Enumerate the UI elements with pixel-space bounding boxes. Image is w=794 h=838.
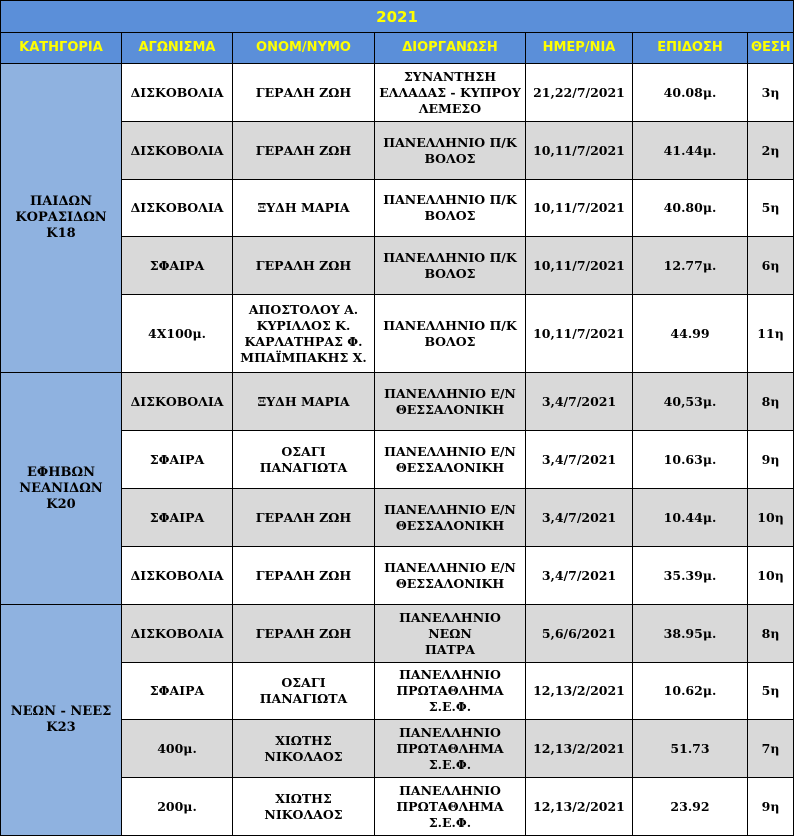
year-title: 2021: [1, 1, 794, 33]
place-cell: 7η: [748, 720, 794, 778]
name-cell-line: ΞΥΔΗ ΜΑΡΙΑ: [257, 393, 350, 409]
name-cell-line: ΟΣΑΓΙ ΠΑΝΑΓΙΩΤΑ: [259, 675, 348, 706]
date-cell: 21,22/7/2021: [526, 64, 633, 122]
meet-cell-line: ΠΑΝΕΛΛΗΝΙΟ: [399, 724, 501, 740]
name-cell: [233, 778, 375, 836]
place-cell: 11η: [748, 295, 794, 373]
name-cell: [233, 295, 375, 373]
date-cell: 10,11/7/2021: [526, 295, 633, 373]
category-cell: [1, 64, 122, 373]
result-cell: 35.39μ.: [633, 547, 748, 605]
meet-cell-line: ΠΡΩΤΑΘΛΗΜΑ Σ.Ε.Φ.: [396, 798, 504, 830]
name-cell-line: ΓΕΡΑΛΗ ΖΩΗ: [255, 567, 352, 583]
event-cell: ΔΙΣΚΟΒΟΛΙΑ: [122, 180, 233, 237]
name-cell-line: ΚΑΡΛΑΤΗΡΑΣ Φ.: [244, 333, 363, 349]
name-cell-line: ΑΠΟΣΤΟΛΟΥ Α.: [248, 301, 359, 317]
meet-cell-line: ΠΑΝΕΛΛΗΝΙΟ Π/Κ: [383, 317, 517, 333]
event-cell: 400μ.: [122, 720, 233, 778]
result-cell: 23.92: [633, 778, 748, 836]
date-cell: 5,6/6/2021: [526, 605, 633, 663]
header-result: ΕΠΙΔΟΣΗ: [633, 33, 748, 64]
category-cell-line: Κ20: [46, 496, 76, 512]
meet-cell-line: ΠΡΩΤΑΘΛΗΜΑ Σ.Ε.Φ.: [396, 740, 504, 772]
meet-cell: [375, 237, 526, 295]
result-cell: 51.73: [633, 720, 748, 778]
name-cell: [233, 547, 375, 605]
name-cell: [233, 64, 375, 122]
place-cell: 9η: [748, 431, 794, 489]
meet-cell-line: ΠΑΝΕΛΛΗΝΙΟ: [399, 667, 501, 682]
meet-cell-line: ΠΑΝΕΛΛΗΝΙΟ Π/Κ: [383, 134, 517, 150]
meet-cell-line: ΠΑΝΕΛΛΗΝΙΟ Π/Κ: [383, 192, 517, 207]
year-title-row: [1, 1, 794, 33]
meet-cell-line: ΒΟΛΟΣ: [424, 208, 476, 223]
place-cell: 5η: [748, 180, 794, 237]
name-cell-line: ΚΥΡΙΛΛΟΣ Κ.: [256, 317, 351, 333]
name-cell-line: ΓΕΡΑΛΗ ΖΩΗ: [255, 142, 352, 158]
meet-cell-line: ΛΕΜΕΣΟ: [418, 100, 482, 116]
result-cell: 12.77μ.: [633, 237, 748, 295]
result-cell: 10.44μ.: [633, 489, 748, 547]
category-cell-line: ΝΕΩΝ - ΝΕΕΣ: [10, 704, 112, 719]
meet-cell-line: ΠΑΝΕΛΛΗΝΙΟ Ε/Ν: [384, 385, 516, 401]
meet-cell: [375, 489, 526, 547]
place-cell: 3η: [748, 64, 794, 122]
place-cell: 10η: [748, 489, 794, 547]
name-cell-line: ΟΣΑΓΙ ΠΑΝΑΓΙΩΤΑ: [259, 443, 348, 475]
event-cell: ΔΙΣΚΟΒΟΛΙΑ: [122, 64, 233, 122]
meet-cell-line: ΘΕΣΣΑΛΟΝΙΚΗ: [395, 459, 505, 475]
place-cell: 8η: [748, 373, 794, 431]
result-cell: 10.63μ.: [633, 431, 748, 489]
meet-cell: [375, 547, 526, 605]
header-category: ΚΑΤΗΓΟΡΙΑ: [1, 33, 122, 64]
name-cell: [233, 605, 375, 663]
meet-cell: [375, 295, 526, 373]
meet-cell-line: ΠΡΩΤΑΘΛΗΜΑ Σ.Ε.Φ.: [396, 683, 504, 714]
name-cell: [233, 180, 375, 237]
name-cell-line: ΧΙΩΤΗΣ ΝΙΚΟΛΑΟΣ: [264, 790, 343, 822]
meet-cell: [375, 373, 526, 431]
result-cell: 40.08μ.: [633, 64, 748, 122]
date-cell: 3,4/7/2021: [526, 373, 633, 431]
table-row: [1, 64, 794, 122]
date-cell: 12,13/2/2021: [526, 778, 633, 836]
date-cell: 12,13/2/2021: [526, 663, 633, 720]
place-cell: 5η: [748, 663, 794, 720]
name-cell: [233, 489, 375, 547]
meet-cell-line: ΣΥΝΑΝΤΗΣΗ: [403, 68, 497, 84]
category-cell-line: Κ23: [46, 720, 76, 735]
meet-cell-line: ΠΑΝΕΛΛΗΝΙΟ: [399, 782, 501, 798]
result-cell: 38.95μ.: [633, 605, 748, 663]
header-row: [1, 33, 794, 64]
meet-cell-line: ΠΑΝΕΛΛΗΝΙΟ Ε/Ν: [384, 501, 516, 517]
name-cell: [233, 431, 375, 489]
event-cell: 4Χ100μ.: [122, 295, 233, 373]
place-cell: 10η: [748, 547, 794, 605]
event-cell: ΣΦΑΙΡΑ: [122, 431, 233, 489]
name-cell: [233, 720, 375, 778]
meet-cell: [375, 778, 526, 836]
name-cell: [233, 373, 375, 431]
category-cell-line: ΠΑΙΔΩΝ: [30, 194, 92, 209]
meet-cell-line: ΠΑΝΕΛΛΗΝΙΟ ΝΕΩΝ: [399, 609, 501, 641]
header-date: ΗΜΕΡ/ΝΙΑ: [526, 33, 633, 64]
result-cell: 40,53μ.: [633, 373, 748, 431]
header-place: ΘΕΣΗ: [748, 33, 794, 64]
meet-cell-line: ΒΟΛΟΣ: [424, 333, 476, 349]
header-event: ΑΓΩΝΙΣΜΑ: [122, 33, 233, 64]
event-cell: ΔΙΣΚΟΒΟΛΙΑ: [122, 122, 233, 180]
name-cell: [233, 122, 375, 180]
category-cell-line: ΕΦΗΒΩΝ: [27, 464, 95, 480]
meet-cell-line: ΠΑΝΕΛΛΗΝΙΟ Ε/Ν: [384, 443, 516, 459]
date-cell: 10,11/7/2021: [526, 237, 633, 295]
meet-cell: [375, 180, 526, 237]
event-cell: ΔΙΣΚΟΒΟΛΙΑ: [122, 547, 233, 605]
event-cell: 200μ.: [122, 778, 233, 836]
results-body: [1, 64, 794, 836]
place-cell: 8η: [748, 605, 794, 663]
event-cell: ΣΦΑΙΡΑ: [122, 489, 233, 547]
name-cell-line: ΞΥΔΗ ΜΑΡΙΑ: [257, 200, 350, 215]
date-cell: 10,11/7/2021: [526, 122, 633, 180]
meet-cell: [375, 64, 526, 122]
name-cell: [233, 663, 375, 720]
meet-cell: [375, 605, 526, 663]
meet-cell-line: ΒΟΛΟΣ: [424, 150, 476, 166]
header-meet: ΔΙΟΡΓΑΝΩΣΗ: [375, 33, 526, 64]
meet-cell-line: ΠΑΝΕΛΛΗΝΙΟ Ε/Ν: [384, 559, 516, 575]
category-cell-line: Κ18: [46, 226, 76, 241]
event-cell: ΔΙΣΚΟΒΟΛΙΑ: [122, 605, 233, 663]
event-cell: ΔΙΣΚΟΒΟΛΙΑ: [122, 373, 233, 431]
event-cell: ΣΦΑΙΡΑ: [122, 237, 233, 295]
place-cell: 2η: [748, 122, 794, 180]
place-cell: 9η: [748, 778, 794, 836]
meet-cell: [375, 431, 526, 489]
date-cell: 12,13/2/2021: [526, 720, 633, 778]
result-cell: 44.99: [633, 295, 748, 373]
date-cell: 10,11/7/2021: [526, 180, 633, 237]
date-cell: 3,4/7/2021: [526, 489, 633, 547]
event-cell: ΣΦΑΙΡΑ: [122, 663, 233, 720]
meet-cell-line: ΕΛΛΑΔΑΣ - ΚΥΠΡΟΥ: [379, 84, 521, 100]
result-cell: 10.62μ.: [633, 663, 748, 720]
category-cell-line: ΚΟΡΑΣΙΔΩΝ: [15, 210, 107, 225]
date-cell: 3,4/7/2021: [526, 547, 633, 605]
name-cell-line: ΧΙΩΤΗΣ ΝΙΚΟΛΑΟΣ: [264, 732, 343, 764]
category-cell-line: ΝΕΑΝΙΔΩΝ: [19, 480, 103, 496]
name-cell-line: ΓΕΡΑΛΗ ΖΩΗ: [255, 257, 352, 273]
meet-cell-line: ΠΑΤΡΑ: [425, 641, 475, 657]
date-cell: 3,4/7/2021: [526, 431, 633, 489]
meet-cell: [375, 720, 526, 778]
result-cell: 40.80μ.: [633, 180, 748, 237]
meet-cell-line: ΘΕΣΣΑΛΟΝΙΚΗ: [395, 401, 505, 417]
name-cell-line: ΜΠΑΪΜΠΑΚΗΣ Χ.: [240, 349, 367, 365]
meet-cell-line: ΘΕΣΣΑΛΟΝΙΚΗ: [395, 517, 505, 533]
category-cell: [1, 373, 122, 605]
meet-cell: [375, 663, 526, 720]
table-row: [1, 373, 794, 431]
name-cell: [233, 237, 375, 295]
category-cell: [1, 605, 122, 836]
meet-cell-line: ΒΟΛΟΣ: [424, 265, 476, 281]
name-cell-line: ΓΕΡΑΛΗ ΖΩΗ: [255, 84, 352, 100]
meet-cell-line: ΘΕΣΣΑΛΟΝΙΚΗ: [395, 575, 505, 591]
place-cell: 6η: [748, 237, 794, 295]
name-cell-line: ΓΕΡΑΛΗ ΖΩΗ: [255, 625, 352, 641]
name-cell-line: ΓΕΡΑΛΗ ΖΩΗ: [255, 509, 352, 525]
header-name: ΟΝΟΜ/ΝΥΜΟ: [233, 33, 375, 64]
table-row: [1, 605, 794, 663]
result-cell: 41.44μ.: [633, 122, 748, 180]
meet-cell: [375, 122, 526, 180]
meet-cell-line: ΠΑΝΕΛΛΗΝΙΟ Π/Κ: [383, 249, 517, 265]
